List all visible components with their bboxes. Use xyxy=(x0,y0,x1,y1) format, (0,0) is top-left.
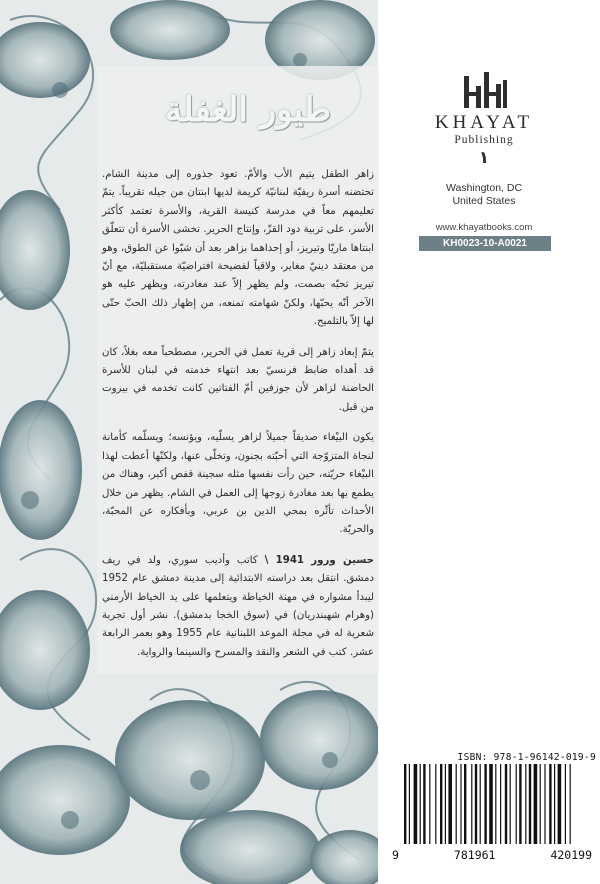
volume-numeral: ١ xyxy=(478,148,490,168)
publisher-location xyxy=(400,182,568,208)
author-name: حسين ورور 1941 \ xyxy=(264,554,374,566)
isbn-digits xyxy=(392,848,592,862)
publisher-imprint: Publishing xyxy=(454,134,514,146)
catalog-code-badge: KH0023-10-A0021 xyxy=(419,236,551,251)
author-bio xyxy=(102,552,374,662)
khayat-logo-icon xyxy=(458,70,510,110)
back-cover-blurb xyxy=(102,166,374,674)
publisher-website: www.khayatbooks.com xyxy=(435,222,533,233)
isbn-digit-first: 9 xyxy=(392,848,399,862)
blurb-paragraph: يكون البيْغاء صديقاً جميلاً لزاهر يسلّيه، ويؤنسه؛ ويسلّمه كأمانة لنجاة المتزوّجة التي أحبّته بجنون، وتخلّى عنها، ولكنّها أعطت لهذا البيْغاء حريّته، حين رأت نفسها مثله سجينة قفص أكبر، وهناك من يطمع بها بعد مغادرة زوجها إلى العمل في الشام. يظهر من خلال الأحداث تأثّره بمحي الدين بن عربي، وبأفكاره عن المحبّة، والحريّة. xyxy=(102,432,374,536)
book-title: طيور الغفلة xyxy=(164,90,332,130)
publisher-name: KHAYAT xyxy=(434,112,534,133)
isbn-digit-group2: 420199 xyxy=(550,848,592,862)
author-bio-text: كاتب وأديب سوري، ولد في ريف دمشق. انتقل بعد دراسته الابتدائية إلى مدينة دمشق عام 1952 ليبدأ مشواره في مهنة الخياطة ويتعلمها على يد الخياط الأرمني (وهرام شهبندريان) في (سوق الخجا بدمشق). نشر أول تجربة شعرية له في مجلة الموعد اللبنانية عام 1955 وهو بعمر الرابعة عشر. كتب في الشعر والنقد والمسرح والسينما والرواية. xyxy=(102,554,374,658)
isbn-digit-group1: 781961 xyxy=(453,848,496,862)
publisher-country: United States xyxy=(452,195,516,207)
publisher-city: Washington, DC xyxy=(445,182,523,194)
blurb-paragraph: زاهر الطفل يتيم الأب والأمّ. تعود جذوره إلى مدينة الشام. تحتضنه أسرة ريفيّة لبنانيّة كريمة لديها ابنتان من جيله تقريباً. يتمّ تعليمهم معاً في مدرسة كنيسة القرية، والأسرة تعتمد كأكثر الأسر، على تربية دود القزّ، وإنتاج الحرير. تخشى الأسرة أن تتعلّق ابنتاها ماريّا وتيريز، أو إحداهما بزاهر بعد أن شبّوا عن الطوق، وهو من معتقد دينيّ مغاير، ولاقياً لفضيحة افتراضيّة مستقبليّة، مع أنّ تيريز تحبّه بصمت، ولم يظهر إلاّ عند مغادرته، ويظهر عليه هو الآخر أنّه يحبّها، ولكنّ شهامته تمنعه، من إظهار ذلك الحبّ حتّى لها إلاّ بالتلميح. xyxy=(102,169,374,328)
barcode-icon xyxy=(404,764,592,848)
blurb-paragraph: يتمّ إبعاد زاهر إلى قرية تعمل في الحرير، مصطحباً معه بغلاً، كان قد أهداه ضابط فرنسيّ بعد انتهاء خدمته في لبنان للأسرة الحاضنة لزاهر لأن جوزفين أمّ الفتاتين كانت تخدمه في بيروت من قبل. xyxy=(102,346,374,413)
isbn-label: ISBN: 978-1-96142-019-9 xyxy=(457,752,596,763)
